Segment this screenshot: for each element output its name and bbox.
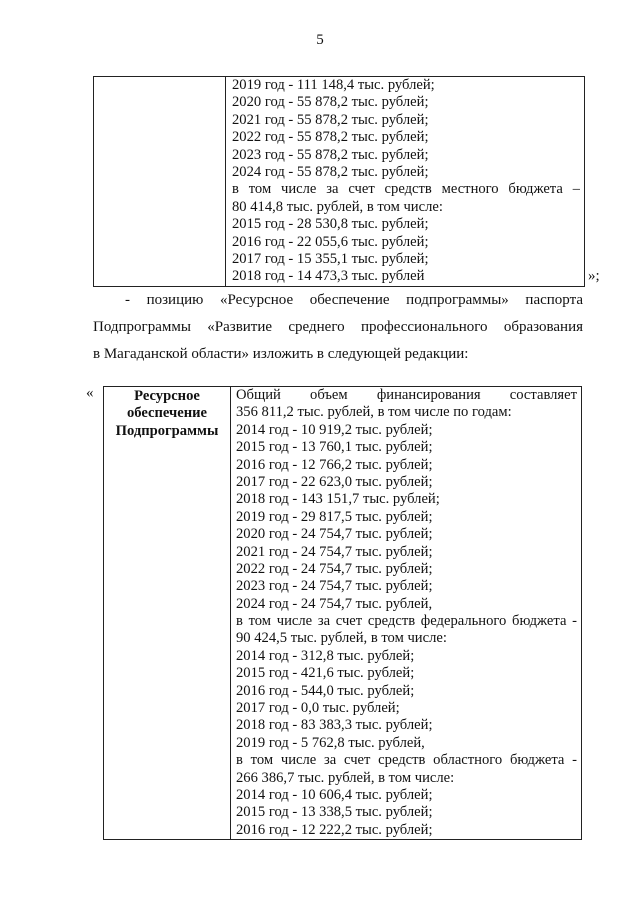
funding-line: 90 424,5 тыс. рублей, в том числе:: [236, 630, 447, 647]
label-line: обеспечение: [126, 405, 208, 422]
funding-table-continued: [93, 76, 585, 287]
funding-line: 356 811,2 тыс. рублей, в том числе по годам:: [236, 404, 512, 421]
table-cell-label: [104, 387, 231, 840]
resource-provision-table: [103, 386, 582, 840]
page-number: 5: [316, 32, 324, 48]
funding-line: 2018 год - 143 151,7 тыс. рублей;: [236, 491, 440, 508]
funding-line: 2023 год - 24 754,7 тыс. рублей;: [236, 578, 433, 595]
table-row: [94, 77, 585, 287]
funding-line: 266 386,7 тыс. рублей, в том числе:: [236, 769, 455, 786]
funding-line: 2022 год - 24 754,7 тыс. рублей;: [236, 560, 433, 577]
funding-line: 2024 год - 55 878,2 тыс. рублей;: [232, 163, 429, 180]
opening-quote: «: [86, 385, 94, 401]
funding-line: 2018 год - 14 473,3 тыс. рублей: [232, 268, 425, 285]
funding-line: 2016 год - 544,0 тыс. рублей;: [236, 682, 415, 699]
funding-line: в том числе за счет средств областного бюджета -: [236, 752, 577, 769]
funding-line: 2016 год - 12 222,2 тыс. рублей;: [236, 821, 433, 838]
funding-line: 2017 год - 22 623,0 тыс. рублей;: [236, 473, 433, 490]
funding-line: 2016 год - 12 766,2 тыс. рублей;: [236, 456, 433, 473]
table-row: [104, 387, 582, 840]
funding-line: 2017 год - 0,0 тыс. рублей;: [236, 700, 400, 717]
funding-line: 2014 год - 312,8 тыс. рублей;: [236, 647, 415, 664]
funding-line: 2015 год - 13 338,5 тыс. рублей;: [236, 804, 433, 821]
funding-line: 2018 год - 83 383,3 тыс. рублей;: [236, 717, 433, 734]
funding-line: 2022 год - 55 878,2 тыс. рублей;: [232, 129, 429, 146]
funding-line: 2015 год - 28 530,8 тыс. рублей;: [232, 216, 429, 233]
funding-line: 2015 год - 13 760,1 тыс. рублей;: [236, 439, 433, 456]
table-cell-funding: [231, 387, 582, 840]
closing-quote: »;: [588, 268, 600, 284]
paragraph-line: в Магаданской области» изложить в следующей редакции:: [93, 346, 469, 362]
funding-line: 80 414,8 тыс. рублей, в том числе:: [232, 198, 443, 215]
paragraph-line: Подпрограммы «Развитие среднего профессионального образования: [93, 319, 583, 335]
funding-line: 2019 год - 5 762,8 тыс. рублей,: [236, 734, 425, 751]
funding-line: 2017 год - 15 355,1 тыс. рублей;: [232, 250, 429, 267]
funding-line: 2020 год - 55 878,2 тыс. рублей;: [232, 94, 429, 111]
funding-line: 2016 год - 22 055,6 тыс. рублей;: [232, 233, 429, 250]
funding-line: 2014 год - 10 919,2 тыс. рублей;: [236, 421, 433, 438]
funding-line: 2021 год - 55 878,2 тыс. рублей;: [232, 111, 429, 128]
funding-line: 2015 год - 421,6 тыс. рублей;: [236, 665, 415, 682]
funding-line: 2019 год - 111 148,4 тыс. рублей;: [232, 77, 435, 93]
funding-line: 2024 год - 24 754,7 тыс. рублей,: [236, 595, 433, 612]
label-line: Подпрограммы: [115, 422, 219, 439]
funding-line: 2021 год - 24 754,7 тыс. рублей;: [236, 543, 433, 560]
table-cell-funding: [226, 77, 585, 287]
funding-line: в том числе за счет средств федерального бюджета -: [236, 613, 577, 630]
funding-line: Общий объем финансирования составляет: [236, 387, 577, 403]
funding-line: 2019 год - 29 817,5 тыс. рублей;: [236, 508, 433, 525]
label-line: Ресурсное: [134, 388, 200, 404]
paragraph-line: - позицию «Ресурсное обеспечение подпрограммы» паспорта: [125, 292, 583, 308]
funding-line: в том числе за счет средств местного бюджета –: [232, 181, 580, 198]
funding-line: 2014 год - 10 606,4 тыс. рублей;: [236, 786, 433, 803]
funding-line: 2020 год - 24 754,7 тыс. рублей;: [236, 526, 433, 543]
funding-line: 2023 год - 55 878,2 тыс. рублей;: [232, 146, 429, 163]
table-cell-label-empty: [94, 77, 226, 287]
